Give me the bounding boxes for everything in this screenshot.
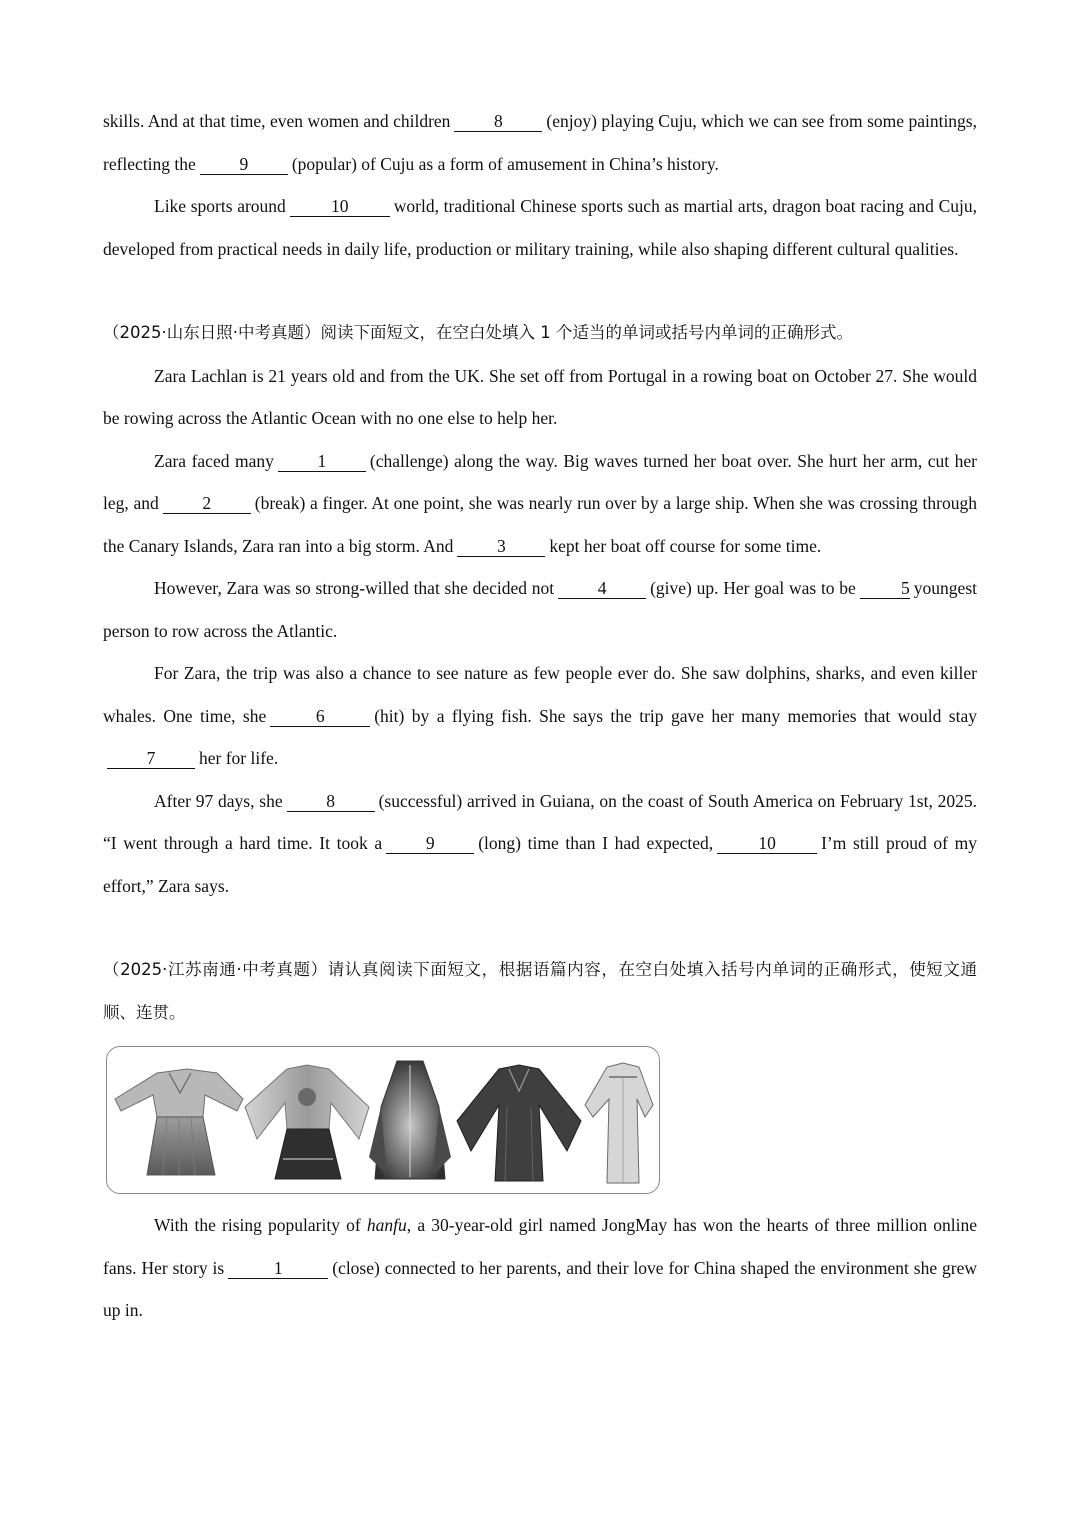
blank-8-b[interactable]: 8 [287,791,375,812]
passage-b-paragraph-5: After 97 days, she 8 (successful) arrived in Guiana, on the coast of South America on February 1st, 2025. “I went through a hard time. It took a 9 (long) time than I had expected, 10 I’m still proud of my effort,” Zara says. [103,790,978,896]
passage-c-instruction: （2025·江苏南通·中考真题）请认真阅读下面短文，根据语篇内容，在空白处填入括号内单词的正确形式，使短文通顺、连贯。 [103,960,977,1022]
blank-9[interactable]: 9 [200,154,288,175]
hanfu-garment-5 [585,1063,653,1183]
hanfu-garment-1 [115,1069,243,1175]
blank-7[interactable]: 7 [107,748,195,769]
hanfu-garments-image [107,1047,659,1193]
passage-b-paragraph-4: For Zara, the trip was also a chance to see nature as few people ever do. She saw dolphins, sharks, and even killer whales. One time, she 6 (hit) by a flying fish. She says the trip gave her many memories that would stay7 her for life. [103,663,977,768]
blank-1-c[interactable]: 1 [228,1258,328,1279]
blank-9-b[interactable]: 9 [386,833,474,854]
blank-8[interactable]: 8 [454,111,542,132]
hanfu-garment-3 [369,1061,451,1179]
hanfu-illustration [106,1046,660,1194]
document-page [103,100,977,1332]
passage-c-paragraph-1: With the rising popularity of hanfu, a 30-year-old girl named JongMay has won the hearts of three million online fans. Her story is 1 (close) connected to her parents, and their love for China shaped the environment she grew up in. [103,1215,977,1320]
hanfu-garment-2 [245,1065,369,1179]
passage-b-paragraph-1: Zara Lachlan is 21 years old and from the UK. She set off from Portugal in a rowing boat on October 27. She would be rowing across the Atlantic Ocean with no one else to help her. [103,365,977,428]
passage-b-instruction: （2025·山东日照·中考真题）阅读下面短文，在空白处填入 1 个适当的单词或括号内单词的正确形式。 [103,323,853,342]
blank-10[interactable]: 10 [290,196,390,217]
blank-5[interactable]: 5 [860,578,910,599]
blank-4[interactable]: 4 [558,578,646,599]
passage-a-paragraph-2: Like sports around 10 world, traditional Chinese sports such as martial arts, dragon boat racing and Cuju, developed from practical needs in daily life, production or military training, while also shaping different cultural qualities. [103,196,977,259]
blank-6[interactable]: 6 [270,706,370,727]
passage-b-paragraph-3: However, Zara was so strong-willed that she decided not 4 (give) up. Her goal was to be 5 youngest person to row across the Atlantic. [103,578,977,641]
blank-10-b[interactable]: 10 [717,833,817,854]
hanfu-garment-4 [457,1065,581,1181]
passage-a-paragraph-1: skills. And at that time, even women and children 8 (enjoy) playing Cuju, which we can see from some paintings, reflecting the 9 (popular) of Cuju as a form of amusement in China’s history. [103,111,977,174]
blank-3[interactable]: 3 [457,536,545,557]
passage-b-paragraph-2: Zara faced many 1 (challenge) along the way. Big waves turned her boat over. She hurt her arm, cut her leg, and 2 (break) a finger. At one point, she was nearly run over by a large ship. When she was crossing through the Canary Islands, Zara ran into a big storm. And 3 kept her boat off course for some time. [103,450,977,556]
blank-1[interactable]: 1 [278,451,366,472]
blank-2[interactable]: 2 [163,493,251,514]
